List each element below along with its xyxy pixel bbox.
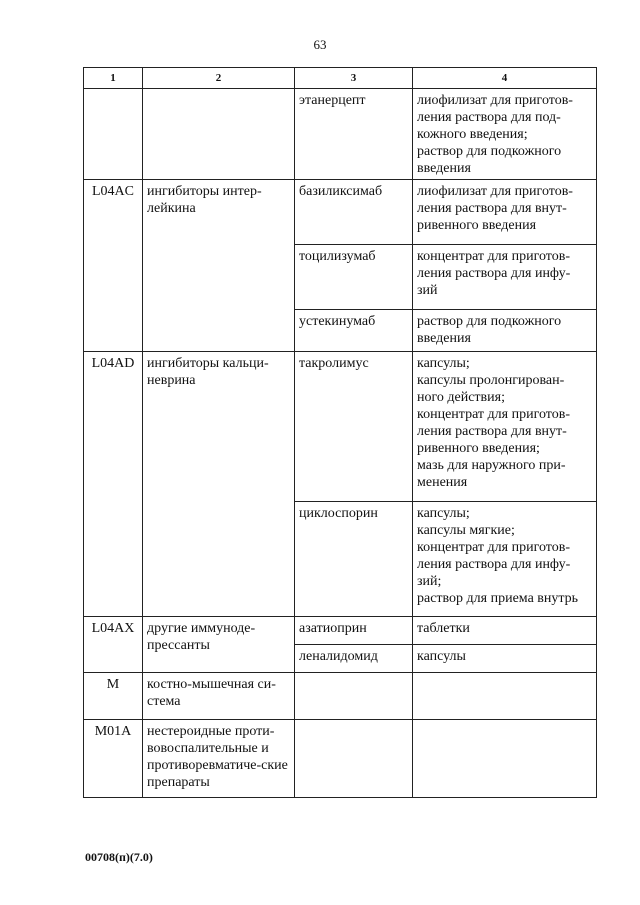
substance-cell: леналидомид [295,645,413,673]
dosage-form-line: ления раствора для под- [417,110,561,125]
dosage-form-line: ривенного введения; [417,441,540,456]
substance-cell: устекинумаб [295,310,413,352]
substance-cell: циклоспорин [295,502,413,617]
dosage-form-line: кожного введения; [417,127,528,142]
dosage-form-line: капсулы мягкие; [417,523,515,538]
group-name-cell: другие иммуноде-прессанты [143,617,295,673]
table-row [84,617,597,645]
dosage-form-line: капсулы [417,649,466,664]
dosage-form-line: менения [417,475,468,490]
substance-cell: базиликсимаб [295,180,413,245]
substance-cell [295,720,413,798]
substance-cell: такролимус [295,352,413,502]
table-body [84,89,597,798]
column-header-3: 3 [295,68,413,89]
substance-cell: этанерцепт [295,89,413,180]
drug-table [83,67,597,798]
dosage-forms-cell [413,673,597,720]
dosage-form-line: капсулы пролонгирован- [417,373,565,388]
dosage-form-line: введения [417,331,471,346]
atc-code-cell: M01A [84,720,143,798]
dosage-form-line: ления раствора для инфу- [417,266,571,281]
dosage-form-line: зий [417,283,438,298]
substance-cell: азатиоприн [295,617,413,645]
dosage-forms-cell [413,352,597,502]
dosage-form-line: ления раствора для инфу- [417,557,571,572]
substance-cell: тоцилизумаб [295,245,413,310]
document-footer-code: 00708(п)(7.0) [85,850,153,864]
table-row [84,180,597,245]
dosage-forms-cell [413,617,597,645]
dosage-form-line: раствор для подкожного [417,314,562,329]
group-name-cell: ингибиторы кальци-неврина [143,352,295,617]
group-name-cell [143,89,295,180]
dosage-form-line: концентрат для приготов- [417,249,570,264]
dosage-form-line: введения [417,161,471,176]
dosage-form-line: капсулы; [417,506,470,521]
dosage-form-line: ривенного введения [417,218,537,233]
atc-code-cell: M [84,673,143,720]
dosage-form-line: ления раствора для внут- [417,201,567,216]
dosage-forms-cell [413,245,597,310]
substance-cell [295,673,413,720]
atc-code-cell: L04AX [84,617,143,673]
column-header-1: 1 [84,68,143,89]
dosage-form-line: таблетки [417,621,470,636]
group-name-cell: костно-мышечная си-стема [143,673,295,720]
dosage-forms-cell [413,89,597,180]
dosage-form-line: ления раствора для внут- [417,424,567,439]
table-row [84,673,597,720]
table-row [84,89,597,180]
dosage-form-line: концентрат для приготов- [417,540,570,555]
dosage-forms-cell [413,502,597,617]
dosage-forms-cell [413,720,597,798]
atc-code-cell: L04AC [84,180,143,352]
group-name-cell: нестероидные проти-вовоспалительные и противоревматиче-ские препараты [143,720,295,798]
table-row [84,352,597,502]
atc-code-cell [84,89,143,180]
dosage-form-line: лиофилизат для приготов- [417,93,573,108]
table-header-row [84,68,597,89]
dosage-forms-cell [413,180,597,245]
dosage-form-line: лиофилизат для приготов- [417,184,573,199]
dosage-form-line: раствор для приема внутрь [417,591,579,606]
atc-code-cell: L04AD [84,352,143,617]
dosage-forms-cell [413,310,597,352]
dosage-form-line: зий; [417,574,442,589]
group-name-cell: ингибиторы интер-лейкина [143,180,295,352]
dosage-form-line: капсулы; [417,356,470,371]
column-header-2: 2 [143,68,295,89]
dosage-form-line: концентрат для приготов- [417,407,570,422]
dosage-form-line: раствор для подкожного [417,144,562,159]
page-number: 63 [313,37,327,52]
table-row [84,720,597,798]
dosage-form-line: мазь для наружного при- [417,458,566,473]
dosage-form-line: ного действия; [417,390,505,405]
column-header-4: 4 [413,68,597,89]
dosage-forms-cell [413,645,597,673]
